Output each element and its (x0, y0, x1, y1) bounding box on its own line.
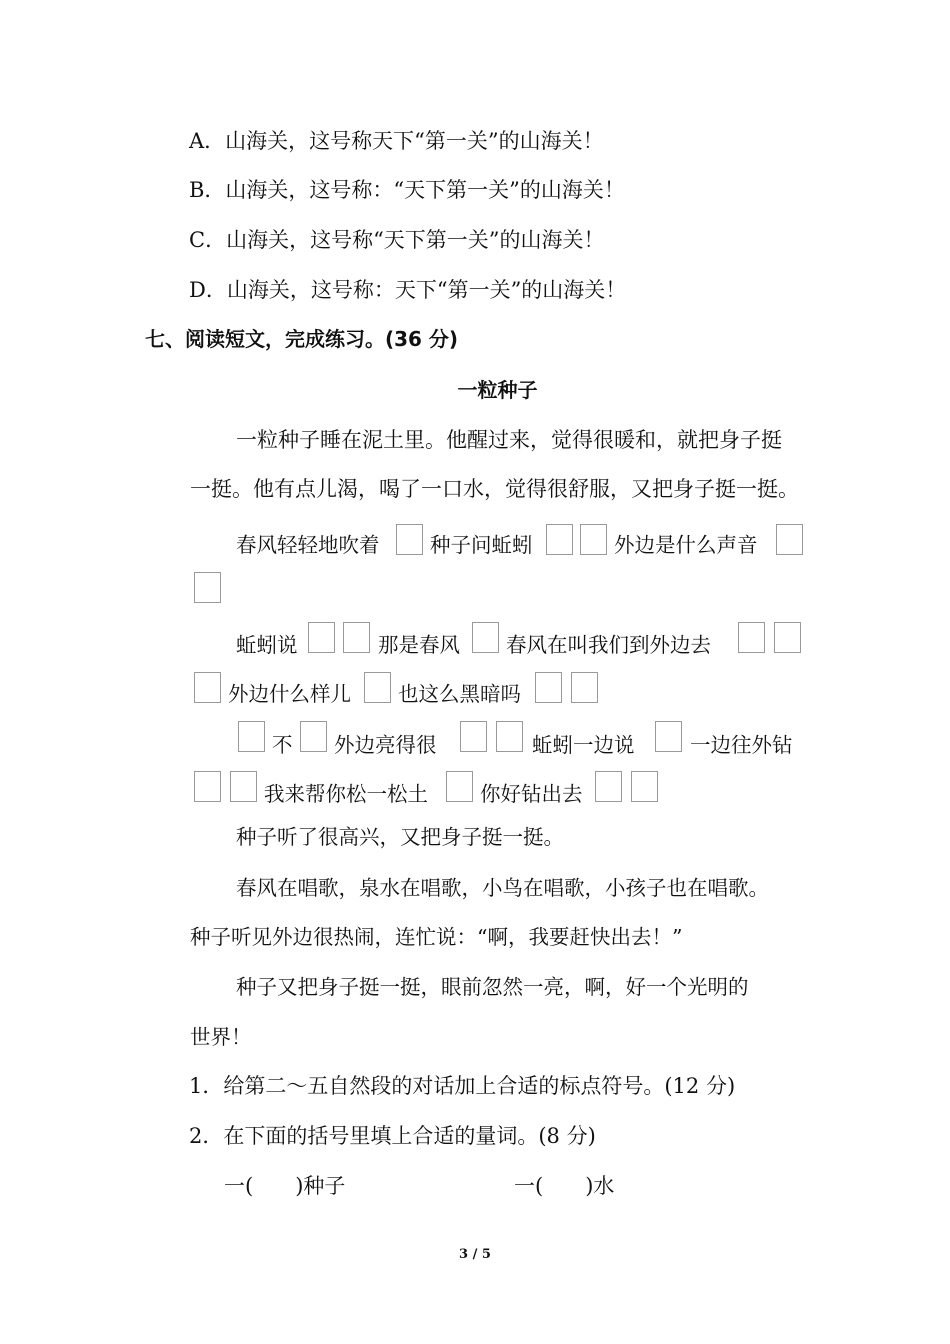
passage-title: 一粒种子 (457, 378, 538, 402)
punctuation-box[interactable] (580, 524, 607, 555)
passage-paragraph-5-line-1: 春风在唱歌，泉水在唱歌，小鸟在唱歌，小孩子也在唱歌。 (236, 876, 769, 900)
question-2-item-2[interactable]: 一( )水 (514, 1174, 615, 1198)
dialogue-text: 你好钻出去 (480, 782, 583, 806)
dialogue-text: 蚯蚓说 (236, 633, 298, 657)
dialogue-text: 外边是什么声音 (614, 533, 758, 557)
question-2: 2．在下面的括号里填上合适的量词。(8 分) (189, 1124, 596, 1148)
dialogue-text: 外边什么样儿 (228, 682, 351, 706)
dialogue-text: 蚯蚓一边说 (532, 733, 635, 757)
dialogue-text: 不 (272, 733, 293, 757)
punctuation-box[interactable] (472, 622, 499, 653)
dialogue-text: 也这么黑暗吗 (398, 682, 521, 706)
dialogue-text: 我来帮你松一松土 (264, 782, 428, 806)
punctuation-box[interactable] (194, 771, 221, 802)
question-2-item-1[interactable]: 一( )种子 (224, 1174, 346, 1198)
punctuation-box[interactable] (343, 622, 370, 653)
dialogue-text: 那是春风 (378, 633, 460, 657)
punctuation-box[interactable] (776, 524, 803, 555)
punctuation-box[interactable] (238, 721, 265, 752)
dialogue-text: 外边亮得很 (334, 733, 437, 757)
dialogue-text: 春风轻轻地吹着 (236, 533, 380, 557)
punctuation-box[interactable] (738, 622, 765, 653)
punctuation-box[interactable] (364, 672, 391, 703)
passage-paragraph-4: 种子听了很高兴，又把身子挺一挺。 (236, 825, 564, 849)
dialogue-text: 春风在叫我们到外边去 (506, 633, 711, 657)
dialogue-text: 一边往外钻 (690, 733, 793, 757)
section-heading: 七、阅读短文，完成练习。(36 分) (145, 327, 459, 351)
option-c: C．山海关，这号称“天下第一关”的山海关！ (189, 228, 605, 252)
punctuation-box[interactable] (300, 721, 327, 752)
punctuation-box[interactable] (308, 622, 335, 653)
option-d: D．山海关，这号称：天下“第一关”的山海关！ (189, 278, 627, 302)
passage-paragraph-6-line-1: 种子又把身子挺一挺，眼前忽然一亮，啊，好一个光明的 (236, 975, 749, 999)
passage-paragraph-6-line-2: 世界！ (190, 1025, 252, 1049)
dialogue-text: 种子问蚯蚓 (430, 533, 533, 557)
passage-paragraph-1-line-2: 一挺。他有点儿渴，喝了一口水，觉得很舒服，又把身子挺一挺。 (190, 477, 799, 501)
punctuation-box[interactable] (774, 622, 801, 653)
punctuation-box[interactable] (631, 771, 658, 802)
punctuation-box[interactable] (194, 672, 221, 703)
passage-paragraph-5-line-2: 种子听见外边很热闹，连忙说：“啊，我要赶快出去！” (190, 925, 683, 949)
punctuation-box[interactable] (496, 721, 523, 752)
punctuation-box[interactable] (535, 672, 562, 703)
punctuation-box[interactable] (194, 572, 221, 603)
punctuation-box[interactable] (595, 771, 622, 802)
option-a: A．山海关，这号称天下“第一关”的山海关！ (189, 129, 604, 153)
question-1: 1．给第二～五自然段的对话加上合适的标点符号。(12 分) (189, 1074, 736, 1098)
option-b: B．山海关，这号称：“天下第一关”的山海关！ (189, 178, 625, 202)
punctuation-box[interactable] (546, 524, 573, 555)
passage-paragraph-1-line-1: 一粒种子睡在泥土里。他醒过来，觉得很暖和，就把身子挺 (236, 428, 782, 452)
punctuation-box[interactable] (396, 524, 423, 555)
punctuation-box[interactable] (230, 771, 257, 802)
punctuation-box[interactable] (655, 721, 682, 752)
punctuation-box[interactable] (460, 721, 487, 752)
punctuation-box[interactable] (446, 771, 473, 802)
page-number: 3 / 5 (459, 1247, 491, 1262)
punctuation-box[interactable] (571, 672, 598, 703)
